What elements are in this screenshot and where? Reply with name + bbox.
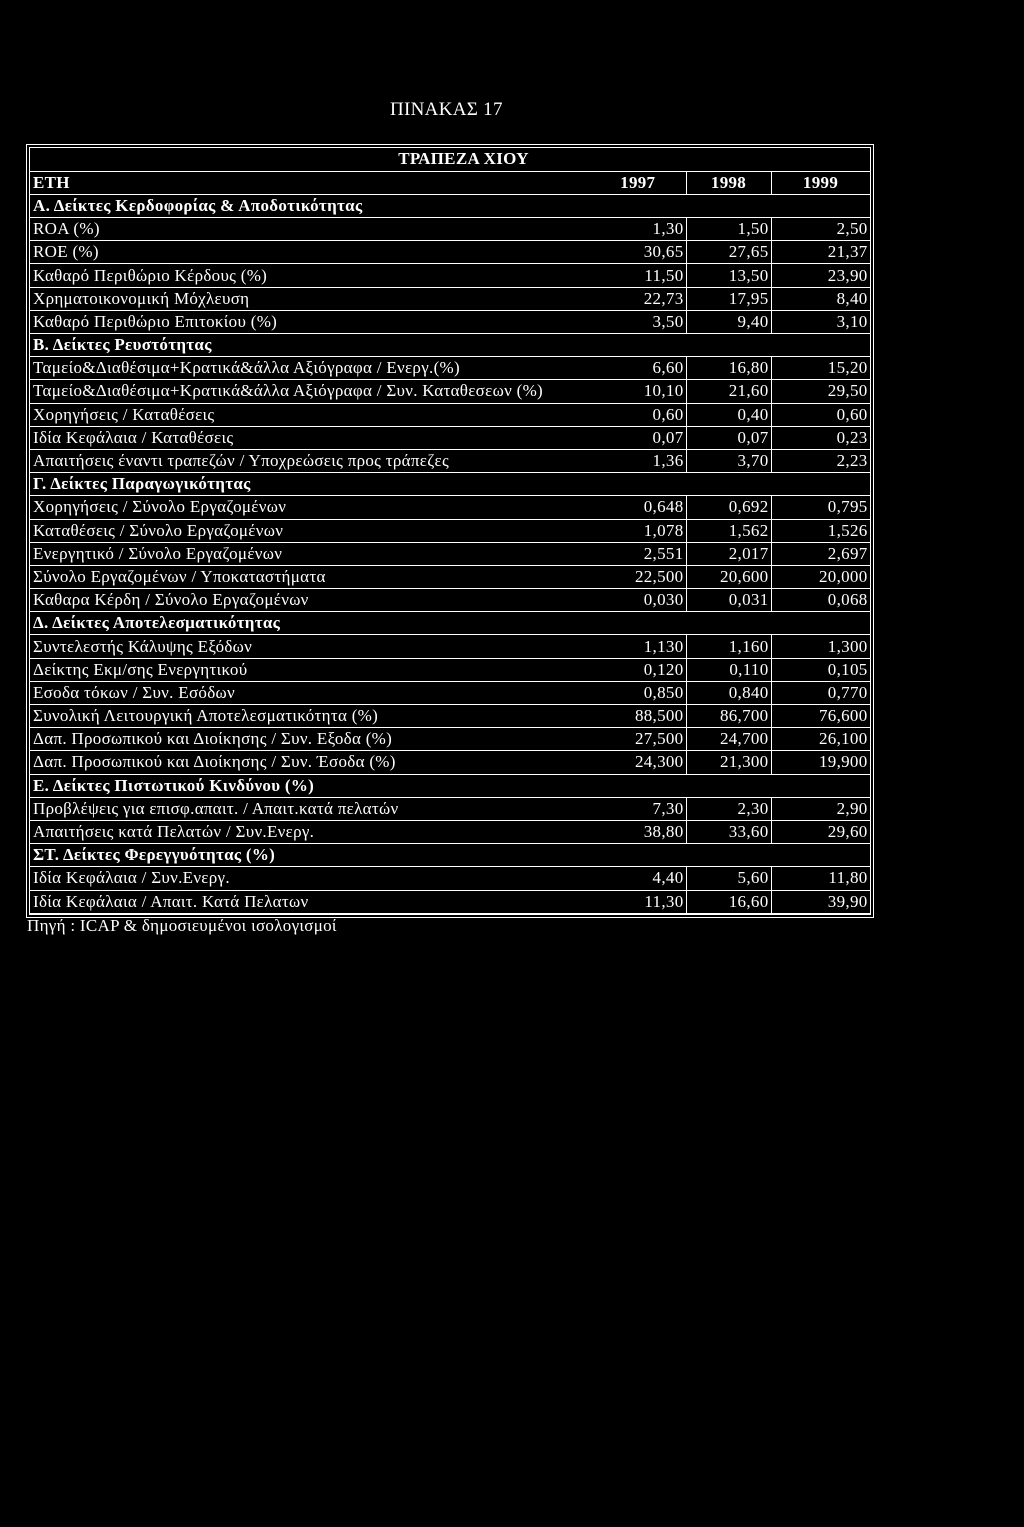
value-1997: 30,65 [590,241,686,264]
source-note: Πηγή : ICAP & δημοσιευμένοι ισολογισμοί [27,916,337,935]
indicators-table [30,148,871,914]
value-1998: 21,60 [686,380,771,403]
data-row [30,681,870,704]
value-1998: 1,50 [686,218,771,241]
section-title: Δ. Δείκτες Αποτελεσματικότητας [30,612,870,635]
section-title: Γ. Δείκτες Παραγωγικότητας [30,473,870,496]
row-label: Απαιτήσεις κατά Πελατών / Συν.Ενεργ. [30,820,590,843]
data-row [30,241,870,264]
value-1998: 2,017 [686,542,771,565]
value-1998: 86,700 [686,705,771,728]
value-1998: 0,692 [686,496,771,519]
value-1999: 0,795 [771,496,870,519]
data-row [30,287,870,310]
value-1997: 3,50 [590,310,686,333]
value-1998: 0,031 [686,589,771,612]
value-1999: 0,770 [771,681,870,704]
value-1999: 0,105 [771,658,870,681]
data-row [30,658,870,681]
row-label: Προβλέψεις για επισφ.απαιτ. / Απαιτ.κατά πελατών [30,797,590,820]
row-label: Δαπ. Προσωπικού και Διοίκησης / Συν. Εξοδα (%) [30,728,590,751]
value-1997: 1,36 [590,449,686,472]
row-label: ROE (%) [30,241,590,264]
value-1997: 22,73 [590,287,686,310]
value-1997: 24,300 [590,751,686,774]
value-1997: 4,40 [590,867,686,890]
row-label: Χορηγήσεις / Καταθέσεις [30,403,590,426]
data-row [30,264,870,287]
section-header-row [30,844,870,867]
value-1997: 0,60 [590,403,686,426]
row-label: Χρηματοικονομική Μόχλευση [30,287,590,310]
row-label: Καθαρό Περιθώριο Κέρδους (%) [30,264,590,287]
value-1999: 19,900 [771,751,870,774]
row-label: Ιδία Κεφάλαια / Απαιτ. Κατά Πελατων [30,890,590,913]
value-1997: 88,500 [590,705,686,728]
row-label: Απαιτήσεις έναντι τραπεζών / Υποχρεώσεις προς τράπεζες [30,449,590,472]
row-label: ROA (%) [30,218,590,241]
value-1997: 0,648 [590,496,686,519]
year-1998-header: 1998 [686,171,771,194]
value-1998: 24,700 [686,728,771,751]
value-1998: 20,600 [686,565,771,588]
row-label: Ενεργητικό / Σύνολο Εργαζομένων [30,542,590,565]
row-label: Ιδία Κεφάλαια / Καταθέσεις [30,426,590,449]
section-header-row [30,612,870,635]
data-row [30,310,870,333]
data-row [30,565,870,588]
value-1997: 0,850 [590,681,686,704]
value-1997: 1,130 [590,635,686,658]
value-1999: 29,50 [771,380,870,403]
data-row [30,426,870,449]
row-label: Συντελεστής Κάλυψης Εξόδων [30,635,590,658]
year-1997-header: 1997 [590,171,686,194]
value-1999: 20,000 [771,565,870,588]
row-label: Χορηγήσεις / Σύνολο Εργαζομένων [30,496,590,519]
value-1998: 1,160 [686,635,771,658]
value-1997: 27,500 [590,728,686,751]
data-row [30,542,870,565]
value-1997: 0,030 [590,589,686,612]
value-1999: 15,20 [771,357,870,380]
data-row [30,751,870,774]
value-1998: 0,40 [686,403,771,426]
section-title: Β. Δείκτες Ρευστότητας [30,334,870,357]
section-title: ΣΤ. Δείκτες Φερεγγυότητας (%) [30,844,870,867]
value-1998: 0,110 [686,658,771,681]
year-1999-header: 1999 [771,171,870,194]
value-1998: 2,30 [686,797,771,820]
value-1998: 33,60 [686,820,771,843]
value-1997: 38,80 [590,820,686,843]
data-row [30,728,870,751]
section-header-row [30,194,870,217]
page-title: ΠΙΝΑΚΑΣ 17 [390,99,503,120]
value-1998: 3,70 [686,449,771,472]
value-1998: 17,95 [686,287,771,310]
value-1999: 1,300 [771,635,870,658]
value-1998: 0,07 [686,426,771,449]
value-1999: 26,100 [771,728,870,751]
row-label: Καθαρα Κέρδη / Σύνολο Εργαζομένων [30,589,590,612]
section-title: Ε. Δείκτες Πιστωτικού Κινδύνου (%) [30,774,870,797]
value-1999: 0,068 [771,589,870,612]
data-row [30,890,870,913]
value-1999: 76,600 [771,705,870,728]
data-row [30,797,870,820]
value-1999: 2,23 [771,449,870,472]
value-1998: 27,65 [686,241,771,264]
value-1999: 1,526 [771,519,870,542]
section-header-row [30,473,870,496]
value-1999: 2,697 [771,542,870,565]
data-row [30,589,870,612]
value-1999: 0,60 [771,403,870,426]
value-1997: 0,120 [590,658,686,681]
value-1999: 3,10 [771,310,870,333]
value-1997: 10,10 [590,380,686,403]
value-1997: 6,60 [590,357,686,380]
indicators-table-frame [26,144,874,918]
value-1997: 22,500 [590,565,686,588]
row-label: Ιδία Κεφάλαια / Συν.Ενεργ. [30,867,590,890]
row-label: Συνολική Λειτουργική Αποτελεσματικότητα (%) [30,705,590,728]
row-label: Δείκτης Εκμ/σης Ενεργητικού [30,658,590,681]
row-label: Δαπ. Προσωπικού και Διοίκησης / Συν. Έσοδα (%) [30,751,590,774]
value-1997: 7,30 [590,797,686,820]
value-1997: 11,50 [590,264,686,287]
table-caption-row [30,148,870,171]
value-1997: 2,551 [590,542,686,565]
data-row [30,635,870,658]
data-row [30,218,870,241]
value-1999: 29,60 [771,820,870,843]
value-1997: 1,30 [590,218,686,241]
value-1999: 21,37 [771,241,870,264]
data-row [30,357,870,380]
row-label: Καταθέσεις / Σύνολο Εργαζομένων [30,519,590,542]
value-1999: 2,50 [771,218,870,241]
table-caption: ΤΡΑΠΕΖΑ ΧΙΟΥ [30,148,870,171]
value-1998: 5,60 [686,867,771,890]
value-1998: 0,840 [686,681,771,704]
value-1999: 0,23 [771,426,870,449]
row-label: Ταμείο&Διαθέσιμα+Κρατικά&άλλα Αξιόγραφα / Ενεργ.(%) [30,357,590,380]
data-row [30,705,870,728]
value-1999: 8,40 [771,287,870,310]
section-title: Α. Δείκτες Κερδοφορίας & Αποδοτικότητας [30,194,870,217]
data-row [30,403,870,426]
years-label: ΕΤΗ [30,171,590,194]
row-label: Ταμείο&Διαθέσιμα+Κρατικά&άλλα Αξιόγραφα / Συν. Καταθεσεων (%) [30,380,590,403]
row-label: Εσοδα τόκων / Συν. Εσόδων [30,681,590,704]
value-1999: 2,90 [771,797,870,820]
data-row [30,519,870,542]
section-header-row [30,774,870,797]
value-1997: 11,30 [590,890,686,913]
years-header-row [30,171,870,194]
data-row [30,496,870,519]
data-row [30,449,870,472]
value-1998: 13,50 [686,264,771,287]
value-1998: 21,300 [686,751,771,774]
value-1999: 39,90 [771,890,870,913]
value-1997: 0,07 [590,426,686,449]
data-row [30,867,870,890]
data-row [30,820,870,843]
value-1997: 1,078 [590,519,686,542]
value-1998: 16,60 [686,890,771,913]
value-1999: 23,90 [771,264,870,287]
section-header-row [30,334,870,357]
row-label: Σύνολο Εργαζομένων / Υποκαταστήματα [30,565,590,588]
value-1999: 11,80 [771,867,870,890]
value-1998: 1,562 [686,519,771,542]
row-label: Καθαρό Περιθώριο Επιτοκίου (%) [30,310,590,333]
value-1998: 9,40 [686,310,771,333]
data-row [30,380,870,403]
value-1998: 16,80 [686,357,771,380]
